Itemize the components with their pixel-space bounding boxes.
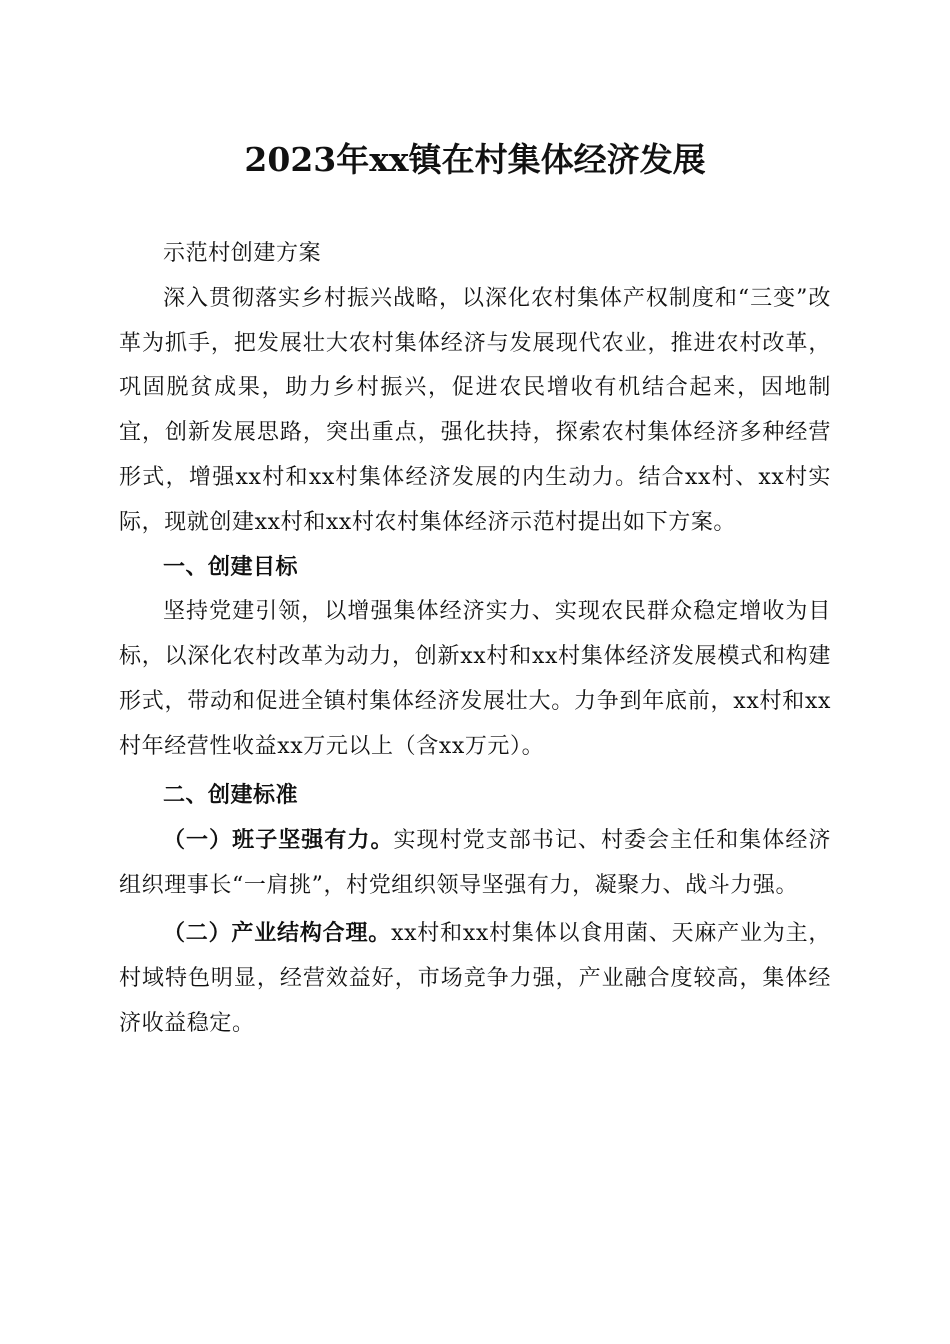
standard-item-2 (119, 911, 831, 1046)
standard-item-2-body: xx村和xx村集体以食用菌、天麻产业为主，村域特色明显，经营效益好，市场竞争力强，产业融合度较高，集体经济收益稳定。 (119, 920, 831, 1036)
standard-item-1 (119, 818, 831, 909)
section-heading-goals: 一、创建目标 (163, 554, 299, 580)
standard-item-2-lead: （二）产业结构合理。 (163, 919, 392, 946)
standard-item-1-lead: （一）班子坚强有力。 (163, 827, 394, 854)
goals-paragraph: 坚持党建引领，以增强集体经济实力、实现农民群众稳定增收为目标，以深化农村改革为动力，创新xx村和xx村集体经济发展模式和构建形式，带动和促进全镇村集体经济发展壮大。力争到年底前，xx村和xx村年经营性收益xx万元以上（含xx万元）。 (119, 599, 831, 759)
section-heading-standards: 二、创建标准 (163, 782, 299, 808)
document-title: 2023年xx镇在村集体经济发展 (244, 140, 706, 179)
standard-item-1-body: 实现村党支部书记、村委会主任和集体经济组织理事长“一肩挑”，村党组织领导坚强有力，凝聚力、战斗力强。 (119, 828, 831, 899)
document-body (119, 232, 831, 1046)
document-subtitle: 示范村创建方案 (163, 241, 322, 266)
intro-paragraph: 深入贯彻落实乡村振兴战略，以深化农村集体产权制度和“三变”改革为抓手，把发展壮大农村集体经济与发展现代农业，推进农村改革，巩固脱贫成果，助力乡村振兴，促进农民增收有机结合起来，因地制宜，创新发展思路，突出重点，强化扶持，探索农村集体经济多种经营形式，增强xx村和xx村集体经济发展的内生动力。结合xx村、xx村实际，现就创建xx村和xx村农村集体经济示范村提出如下方案。 (119, 285, 831, 535)
